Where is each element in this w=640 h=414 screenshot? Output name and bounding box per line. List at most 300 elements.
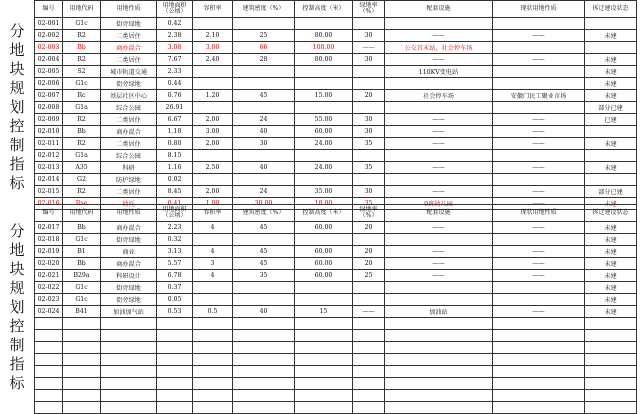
table-cell: 02-021 [35, 270, 63, 282]
table-cell [63, 354, 101, 366]
table-cell [35, 366, 63, 378]
table-cell: 未建 [585, 258, 637, 270]
regulation-table-section-2 [34, 204, 637, 414]
side-label-bottom [2, 222, 32, 393]
table-cell: 3.00 [193, 126, 233, 138]
table-cell [493, 318, 585, 330]
table-cell: 8.45 [157, 186, 193, 198]
table-row [35, 282, 637, 294]
side-label-char: 制 [9, 336, 25, 354]
table-cell: 7.67 [157, 54, 193, 66]
table-cell: 0.32 [157, 234, 193, 246]
table-cell [385, 318, 493, 330]
table-cell [157, 390, 193, 402]
table-cell [295, 66, 353, 78]
table-cell: 综合公园 [101, 150, 157, 162]
table-cell: G1c [63, 282, 101, 294]
table-cell [493, 294, 585, 306]
table-cell: 02-015 [35, 186, 63, 198]
table-cell [385, 78, 493, 90]
column-header: 用地代码 [63, 1, 101, 18]
table-header-row [35, 205, 637, 222]
empty-table-row [35, 354, 637, 366]
table-cell [385, 378, 493, 390]
table-cell [233, 78, 295, 90]
table-cell: 9班幼儿园 [385, 198, 493, 210]
table-cell: 02-004 [35, 54, 63, 66]
table-cell: 加油站 [385, 306, 493, 318]
column-header: 建筑密度（%） [233, 205, 295, 222]
table-cell [353, 402, 385, 414]
table-row [35, 294, 637, 306]
table-cell [493, 378, 585, 390]
table-cell: 35 [353, 138, 385, 150]
table-cell [295, 234, 353, 246]
table-cell: 28 [233, 54, 295, 66]
table-cell: 1.00 [193, 198, 233, 210]
table-cell: 2.00 [193, 186, 233, 198]
table-cell [63, 342, 101, 354]
table-cell [493, 150, 585, 162]
table-cell [353, 282, 385, 294]
table-cell: 30 [353, 114, 385, 126]
table-cell [233, 318, 295, 330]
column-header: 用地代码 [63, 205, 101, 222]
table-cell [295, 174, 353, 186]
table-cell: 30 [353, 54, 385, 66]
table-cell: 未建 [585, 294, 637, 306]
table-cell: 未建 [585, 54, 637, 66]
table-cell [157, 366, 193, 378]
table-cell: 25 [353, 270, 385, 282]
table-cell: 80.00 [295, 30, 353, 42]
table-cell: Bb [63, 42, 101, 54]
table-cell: 45 [233, 258, 295, 270]
table-cell [493, 354, 585, 366]
table-cell: —— [385, 246, 493, 258]
table-cell: 35.00 [295, 186, 353, 198]
table-cell: R2 [63, 186, 101, 198]
side-label-char: 分 [9, 22, 25, 40]
column-header: 编号 [35, 1, 63, 18]
table-cell: —— [493, 222, 585, 234]
table-cell [193, 282, 233, 294]
empty-table-row [35, 390, 637, 402]
table-cell [493, 78, 585, 90]
table-cell [585, 390, 637, 402]
table-cell [295, 402, 353, 414]
table-cell: 3 [193, 258, 233, 270]
table-cell: 24.00 [295, 162, 353, 174]
table-cell: G1c [63, 18, 101, 30]
table-cell: —— [493, 246, 585, 258]
table-row [35, 114, 637, 126]
column-header: 拆迁建设状态 [585, 205, 637, 222]
table-cell: 0.5 [193, 306, 233, 318]
column-header: 绿地率（%） [353, 205, 385, 222]
table-cell [353, 318, 385, 330]
table-cell: —— [385, 162, 493, 174]
table-cell: —— [493, 270, 585, 282]
table-cell: —— [385, 114, 493, 126]
table-cell [193, 378, 233, 390]
table-cell [233, 102, 295, 114]
table-cell: 0.80 [157, 138, 193, 150]
table-cell [233, 150, 295, 162]
table-cell: 2.10 [193, 30, 233, 42]
table-cell [193, 78, 233, 90]
table-cell [157, 354, 193, 366]
table-cell [193, 402, 233, 414]
table-cell [101, 354, 157, 366]
table-cell: —— [385, 258, 493, 270]
table-cell: 02-024 [35, 306, 63, 318]
table-cell [493, 18, 585, 30]
table-cell: 安徽门民工聚业市场 [493, 90, 585, 102]
table-cell [295, 378, 353, 390]
table-cell: 未建 [585, 90, 637, 102]
table-cell [353, 378, 385, 390]
column-header: 容积率 [193, 205, 233, 222]
table-cell [585, 174, 637, 186]
table-row [35, 90, 637, 102]
table-cell: 20 [353, 258, 385, 270]
table-cell: 0.42 [157, 18, 193, 30]
table-cell: 02-011 [35, 138, 63, 150]
table-cell [35, 378, 63, 390]
table-cell [295, 78, 353, 90]
table-cell: 二类居住 [101, 138, 157, 150]
table-cell: 1.20 [193, 90, 233, 102]
table-cell: 0.05 [157, 294, 193, 306]
table-cell: 30 [233, 138, 295, 150]
table-cell: 未建 [585, 282, 637, 294]
table-cell [385, 354, 493, 366]
table-cell [193, 354, 233, 366]
table-cell [585, 42, 637, 54]
table-cell: 4 [193, 222, 233, 234]
table-cell [35, 330, 63, 342]
table-cell: 0.44 [157, 78, 193, 90]
table-cell [35, 390, 63, 402]
table-cell [493, 42, 585, 54]
table-row [35, 126, 637, 138]
side-label-char: 指 [9, 155, 25, 173]
table-cell [157, 402, 193, 414]
table-cell: Bb [63, 222, 101, 234]
table-cell [35, 354, 63, 366]
table-cell: 部分已建 [585, 186, 637, 198]
table-row [35, 30, 637, 42]
empty-table-row [35, 378, 637, 390]
table-cell [295, 342, 353, 354]
table-cell: 二类居住 [101, 186, 157, 198]
table-cell [493, 102, 585, 114]
table-cell [295, 18, 353, 30]
table-cell: 30 [353, 30, 385, 42]
table-cell: 45 [233, 222, 295, 234]
table-cell [585, 342, 637, 354]
table-cell: 4 [193, 246, 233, 258]
table-row [35, 186, 637, 198]
table-cell: 科研 [101, 162, 157, 174]
table-cell: 未建 [585, 246, 637, 258]
table-cell: R2 [63, 54, 101, 66]
table-cell: G1c [63, 78, 101, 90]
table-cell: 30 [353, 186, 385, 198]
table-cell: 2.40 [193, 54, 233, 66]
table-cell: —— [493, 186, 585, 198]
table-cell [353, 78, 385, 90]
table-cell [385, 150, 493, 162]
table-row [35, 66, 637, 78]
table-cell: B1 [63, 246, 101, 258]
regulation-table-section-1 [34, 0, 637, 210]
table-cell: 6.78 [157, 270, 193, 282]
table-row [35, 102, 637, 114]
table-cell: 02-019 [35, 246, 63, 258]
table-cell: 2.00 [193, 114, 233, 126]
table-cell: 45 [233, 90, 295, 102]
table-cell: 6.67 [157, 114, 193, 126]
table-cell [63, 390, 101, 402]
table-cell [193, 366, 233, 378]
table-cell: —— [353, 306, 385, 318]
table-cell: —— [493, 54, 585, 66]
table-cell [233, 174, 295, 186]
table-cell: —— [493, 30, 585, 42]
table-cell [101, 342, 157, 354]
table-cell: 1.16 [157, 162, 193, 174]
table-cell: 55.00 [295, 114, 353, 126]
table-cell: 45 [233, 246, 295, 258]
side-label-char: 划 [9, 298, 25, 316]
table-cell: 02-005 [35, 66, 63, 78]
table-row [35, 150, 637, 162]
table-cell [101, 366, 157, 378]
table-cell [493, 402, 585, 414]
table-row [35, 306, 637, 318]
table-cell: G2 [63, 174, 101, 186]
table-cell: S2 [63, 66, 101, 78]
table-cell: —— [493, 126, 585, 138]
table-cell [585, 378, 637, 390]
table-cell: 未建 [585, 162, 637, 174]
table-cell: 商办混合 [101, 258, 157, 270]
table-cell [585, 318, 637, 330]
table-cell [193, 150, 233, 162]
table-cell [233, 342, 295, 354]
table-row [35, 162, 637, 174]
table-cell [295, 150, 353, 162]
table-cell: 40 [233, 306, 295, 318]
table-row [35, 54, 637, 66]
table-cell [295, 390, 353, 402]
table-cell [493, 234, 585, 246]
table-cell: 110KV变电站 [385, 66, 493, 78]
table-cell [63, 330, 101, 342]
table-cell: 24 [233, 186, 295, 198]
table-cell [585, 18, 637, 30]
table-cell: 城市轨道交通 [101, 66, 157, 78]
table-cell: R2 [63, 138, 101, 150]
table-cell: 60.00 [295, 222, 353, 234]
column-header: 现状用地性质 [493, 205, 585, 222]
table-cell [493, 174, 585, 186]
table-cell: 60.00 [295, 258, 353, 270]
table-cell [193, 342, 233, 354]
table-cell: 26.91 [157, 102, 193, 114]
table-cell [193, 102, 233, 114]
table-cell: A35 [63, 162, 101, 174]
table-cell: G1c [63, 234, 101, 246]
table-cell: 部分已建 [585, 102, 637, 114]
table-cell: 02-010 [35, 126, 63, 138]
table-cell [295, 354, 353, 366]
table-cell [353, 150, 385, 162]
side-label-char: 块 [9, 260, 25, 278]
table-cell: 未建 [585, 234, 637, 246]
table-row [35, 234, 637, 246]
table-cell: 02-013 [35, 162, 63, 174]
table-cell [385, 342, 493, 354]
table-cell [353, 234, 385, 246]
table-cell: 60.00 [295, 270, 353, 282]
table-cell [585, 354, 637, 366]
table-cell [193, 66, 233, 78]
table-cell [493, 282, 585, 294]
table-cell [585, 126, 637, 138]
table-cell: 综合公园 [101, 102, 157, 114]
table-cell: 20 [353, 246, 385, 258]
table-cell [193, 390, 233, 402]
table-cell: 02-007 [35, 90, 63, 102]
column-header: 建筑密度（%） [233, 1, 295, 18]
column-header: 用地面积（公顷） [157, 1, 193, 18]
table-cell: 未建 [585, 222, 637, 234]
table-cell: Bb [63, 126, 101, 138]
table-cell [193, 234, 233, 246]
table-cell: G1a [63, 150, 101, 162]
table-cell [193, 18, 233, 30]
table-cell [353, 294, 385, 306]
table-row [35, 258, 637, 270]
table-cell [63, 378, 101, 390]
table-cell [35, 402, 63, 414]
table-cell: 基层社区中心 [101, 90, 157, 102]
table-cell [385, 282, 493, 294]
table-cell: 02-009 [35, 114, 63, 126]
table-cell: 加油加气站 [101, 306, 157, 318]
table-cell: 40 [233, 162, 295, 174]
side-label-char: 规 [9, 79, 25, 97]
side-label-char: 划 [9, 98, 25, 116]
table-cell [353, 342, 385, 354]
table-cell [35, 342, 63, 354]
table-cell: 02-020 [35, 258, 63, 270]
table-cell [233, 294, 295, 306]
table-cell [295, 330, 353, 342]
table-cell [233, 330, 295, 342]
table-cell [493, 66, 585, 78]
table-cell: 未建 [585, 66, 637, 78]
table-cell: —— [385, 222, 493, 234]
table-cell: 二类居住 [101, 30, 157, 42]
table-cell: 40 [233, 126, 295, 138]
column-header: 拆迁建设状态 [585, 1, 637, 18]
table-cell [295, 366, 353, 378]
table-cell: 防护绿地 [101, 174, 157, 186]
table-cell [385, 402, 493, 414]
table-cell [295, 282, 353, 294]
table-cell [233, 390, 295, 402]
table-cell: 公交首末站，社会停车场 [385, 42, 493, 54]
table-cell: 30.00 [233, 198, 295, 210]
table-cell [233, 366, 295, 378]
table-cell: 15.00 [295, 90, 353, 102]
table-cell: 0.53 [157, 306, 193, 318]
table-cell [101, 402, 157, 414]
table-cell: 2.50 [193, 162, 233, 174]
table-cell: 02-018 [35, 234, 63, 246]
empty-table-row [35, 318, 637, 330]
table-cell: 5.57 [157, 258, 193, 270]
table-cell [493, 342, 585, 354]
table-cell: B41 [63, 306, 101, 318]
table-cell: R2 [63, 114, 101, 126]
table-cell: 二类居住 [101, 114, 157, 126]
table-cell [295, 102, 353, 114]
table-cell: —— [385, 126, 493, 138]
table-cell: 30 [353, 126, 385, 138]
table-cell [157, 318, 193, 330]
table-cell: 未建 [585, 306, 637, 318]
table-cell: 街旁绿地 [101, 78, 157, 90]
table-cell: 未建 [585, 30, 637, 42]
table-cell: —— [493, 198, 585, 210]
table-cell [353, 354, 385, 366]
column-header: 控制高度（米） [295, 205, 353, 222]
table-cell: 02-016 [35, 198, 63, 210]
column-header: 配套设施 [385, 205, 493, 222]
table-cell [493, 330, 585, 342]
table-cell [385, 390, 493, 402]
table-cell [157, 330, 193, 342]
table-cell: 科研设计 [101, 270, 157, 282]
table-cell: 未建 [585, 138, 637, 150]
table-cell: 商业 [101, 246, 157, 258]
column-header: 用地面积（公顷） [157, 205, 193, 222]
table-cell: 二类居住 [101, 54, 157, 66]
empty-table-row [35, 330, 637, 342]
table-cell: —— [353, 42, 385, 54]
table-cell: 8.15 [157, 150, 193, 162]
table-cell [233, 402, 295, 414]
table-cell [585, 402, 637, 414]
column-header: 配套设施 [385, 1, 493, 18]
table-cell [193, 330, 233, 342]
table-cell [101, 390, 157, 402]
table-cell: 35 [353, 162, 385, 174]
table-cell: 02-002 [35, 30, 63, 42]
table-cell: 24 [233, 114, 295, 126]
side-label-char: 指 [9, 355, 25, 373]
table-cell [101, 378, 157, 390]
table-cell [101, 318, 157, 330]
table-cell [63, 402, 101, 414]
table-cell [385, 18, 493, 30]
table-cell: 60.00 [295, 246, 353, 258]
